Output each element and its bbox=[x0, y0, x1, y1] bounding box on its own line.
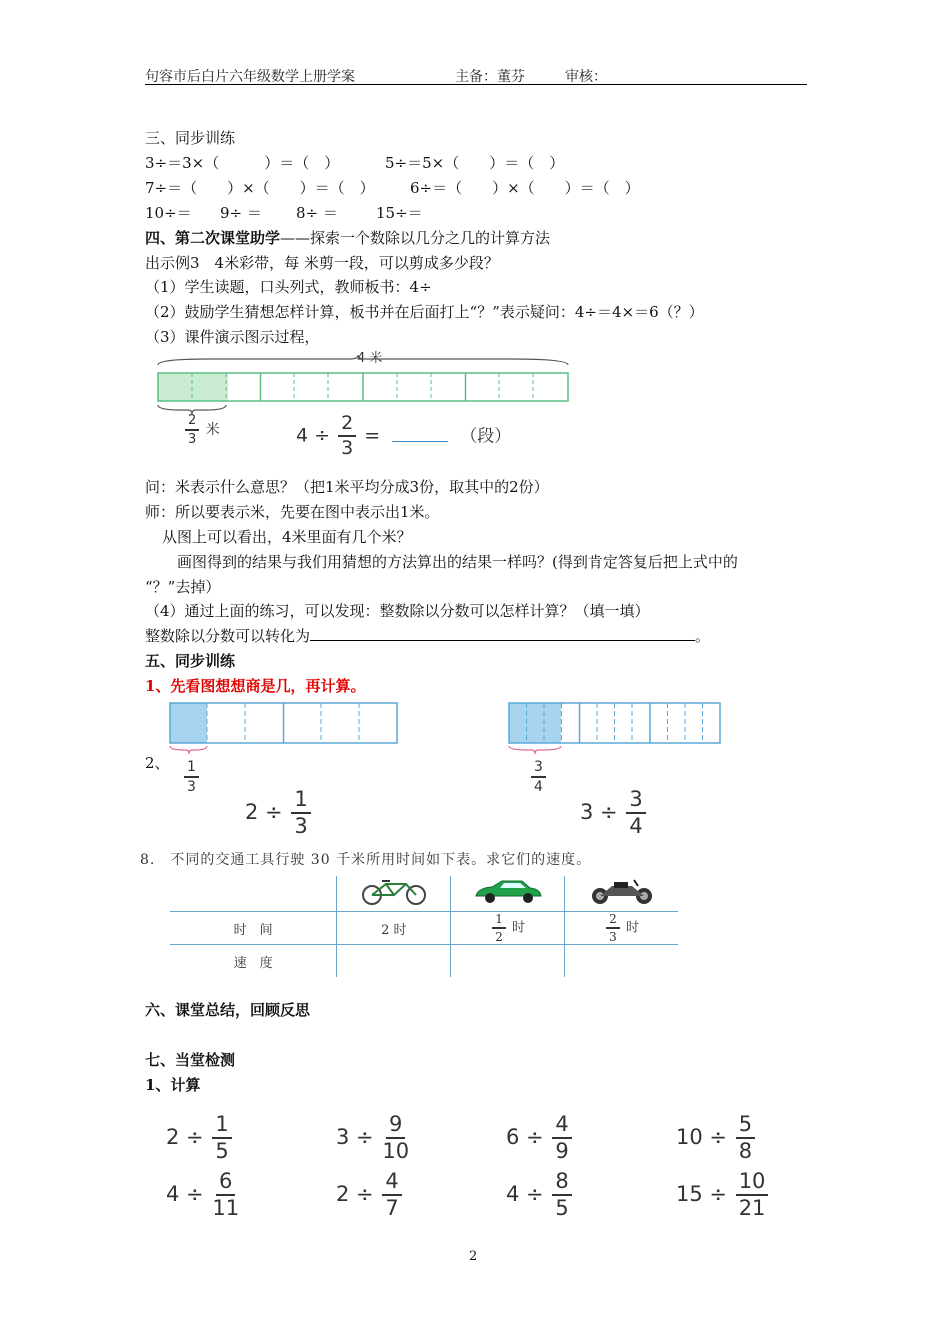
equation-left: 4 ÷ bbox=[296, 424, 331, 447]
motorcycle-time bbox=[565, 912, 678, 945]
exercise-9: 9÷ ＝ bbox=[220, 204, 262, 222]
comparison-text: 画图得到的结果与我们用猜想的方法算出的结果一样吗？(得到肯定答复后把上式中的 bbox=[177, 553, 738, 571]
diagram-quarters bbox=[505, 698, 730, 758]
row-label-speed: 速 度 bbox=[170, 945, 337, 978]
page-number: 2 bbox=[469, 1249, 478, 1264]
step-1: （1）学生读题，口头列式，教师板书：4÷ bbox=[145, 278, 432, 296]
exercise-8: 8÷ ＝ bbox=[296, 204, 338, 222]
diagram-equation bbox=[296, 414, 511, 458]
exercise-15: 15÷＝ bbox=[376, 204, 423, 222]
thirds-fraction bbox=[182, 760, 201, 794]
table-row bbox=[170, 912, 678, 945]
calc-item-2: 3 ÷ $\frac{9}{10}$ bbox=[336, 1112, 410, 1163]
fill-in-prompt: 整数除以分数可以转化为 bbox=[145, 627, 311, 645]
equation-equals: = bbox=[364, 424, 381, 447]
quarters-numerator: 3 bbox=[531, 760, 546, 778]
equation-numerator: 2 bbox=[338, 414, 356, 437]
exercise-row-2b: 6÷＝（ ）×（ ）＝（ ） bbox=[410, 179, 640, 197]
thirds-denominator: 3 bbox=[187, 779, 196, 795]
task-2-label: 2、 bbox=[145, 754, 170, 772]
quarters-denominator: 4 bbox=[534, 779, 543, 795]
section-7-title: 七、当堂检测 bbox=[145, 1051, 236, 1069]
quarters-equation bbox=[580, 789, 648, 837]
moto-time-unit: 时 bbox=[625, 920, 639, 936]
segment-denominator: 3 bbox=[188, 432, 197, 447]
motorcycle-icon bbox=[565, 876, 678, 912]
fill-in-end: 。 bbox=[695, 627, 711, 645]
quarters-eq-denominator: 4 bbox=[629, 814, 643, 838]
header-review: 审核： bbox=[565, 69, 607, 85]
header-school: 句容市后白片六年级数学上册学案 bbox=[145, 69, 355, 85]
diagram-thirds bbox=[165, 698, 405, 758]
speed-table bbox=[170, 876, 678, 977]
equation-result-unit: （段） bbox=[460, 426, 512, 447]
segment-unit: 米 bbox=[205, 422, 220, 438]
thirds-numerator: 1 bbox=[184, 760, 199, 778]
motorcycle-speed-cell[interactable] bbox=[565, 945, 678, 978]
section-3-title: 三、同步训练 bbox=[145, 129, 236, 147]
comparison-text-cont: “？”去掉） bbox=[145, 578, 221, 596]
car-speed-cell[interactable] bbox=[451, 945, 565, 978]
bicycle-time: 2 时 bbox=[337, 912, 451, 945]
quarters-fraction bbox=[529, 760, 548, 794]
header-rule bbox=[145, 84, 807, 85]
teacher-text: 师：所以要表示米，先要在图中表示出1米。 bbox=[145, 503, 440, 521]
thirds-eq-denominator: 3 bbox=[294, 814, 308, 838]
bicycle-icon bbox=[337, 876, 451, 912]
exercise-10: 10÷＝ bbox=[145, 204, 192, 222]
calc-item-6: 2 ÷ $\frac{4}{7}$ bbox=[336, 1171, 404, 1219]
moto-time-denominator: 3 bbox=[609, 930, 617, 944]
car-time bbox=[451, 912, 565, 945]
section-4-subtitle: ——探索一个数除以几分之几的计算方法 bbox=[280, 229, 551, 247]
section-4-title: 四、第二次课堂助学 bbox=[145, 229, 281, 247]
car-icon bbox=[451, 876, 565, 912]
car-time-unit: 时 bbox=[512, 920, 526, 936]
car-time-denominator: 2 bbox=[495, 930, 503, 944]
bicycle-speed-cell[interactable] bbox=[337, 945, 451, 978]
moto-time-numerator: 2 bbox=[606, 913, 620, 929]
question-text: 问：米表示什么意思？（把1米平均分成3份，取其中的2份） bbox=[145, 478, 549, 496]
equation-answer-blank[interactable] bbox=[392, 423, 448, 442]
section-5-title: 五、同步训练 bbox=[145, 652, 236, 670]
segment-numerator: 2 bbox=[185, 414, 199, 431]
calc-item-3: 6 ÷ $\frac{4}{9}$ bbox=[506, 1114, 574, 1162]
quarters-eq-numerator: 3 bbox=[626, 789, 645, 814]
exercise-row-1b: 5÷＝5×（ ）＝（ ） bbox=[385, 154, 565, 172]
fill-in-blank[interactable] bbox=[310, 626, 695, 641]
step-3: （3）课件演示图示过程， bbox=[145, 328, 320, 346]
task-1-instruction: 1、先看图想想商是几，再计算。 bbox=[145, 677, 366, 695]
problem-8-text: 8. 不同的交通工具行驶 30 千米所用时间如下表。求它们的速度。 bbox=[140, 852, 592, 868]
thirds-equation-left: 2 ÷ bbox=[245, 800, 283, 824]
step-4: （4）通过上面的练习，可以发现：整数除以分数可以怎样计算？（填一填） bbox=[145, 602, 650, 620]
exercise-row-2a: 7÷＝（ ）×（ ）＝（ ） bbox=[145, 179, 375, 197]
calc-item-7: 4 ÷ $\frac{8}{5}$ bbox=[506, 1171, 574, 1219]
calc-item-8: 15 ÷ $\frac{10}{21}$ bbox=[676, 1171, 770, 1219]
fill-in-rule bbox=[145, 625, 710, 646]
diagram-segment-label bbox=[183, 414, 220, 446]
observation-text: 从图上可以看出，4米里面有几个米？ bbox=[162, 528, 412, 546]
calc-item-1: 2 ÷ $\frac{1}{5}$ bbox=[166, 1114, 234, 1162]
exercise-row-1a: 3÷＝3×（ ）＝（ ） bbox=[145, 154, 340, 172]
diagram-top-label: 4 米 bbox=[357, 351, 383, 366]
section-4-heading bbox=[145, 227, 550, 248]
equation-denominator: 3 bbox=[341, 437, 354, 459]
row-label-time: 时 间 bbox=[170, 912, 337, 945]
calc-item-5: 4 ÷ $\frac{6}{11}$ bbox=[166, 1169, 240, 1220]
car-time-numerator: 1 bbox=[492, 913, 506, 929]
calc-item-4: 10 ÷ $\frac{5}{8}$ bbox=[676, 1114, 757, 1162]
section-6-title: 六、课堂总结，回顾反思 bbox=[145, 1001, 311, 1019]
ribbon-diagram bbox=[150, 355, 580, 415]
thirds-eq-numerator: 1 bbox=[291, 789, 310, 814]
section-7-sub: 1、计算 bbox=[145, 1076, 201, 1094]
table-row bbox=[170, 876, 678, 912]
thirds-equation bbox=[245, 789, 313, 837]
header-editor: 主备：董芬 bbox=[455, 69, 525, 85]
quarters-equation-left: 3 ÷ bbox=[580, 800, 618, 824]
example-3: 出示例3 4米彩带，每 米剪一段，可以剪成多少段？ bbox=[145, 254, 499, 272]
step-2: （2）鼓励学生猜想怎样计算，板书并在后面打上“？”表示疑问：4÷＝4×＝6（？） bbox=[145, 303, 704, 321]
table-row bbox=[170, 945, 678, 978]
